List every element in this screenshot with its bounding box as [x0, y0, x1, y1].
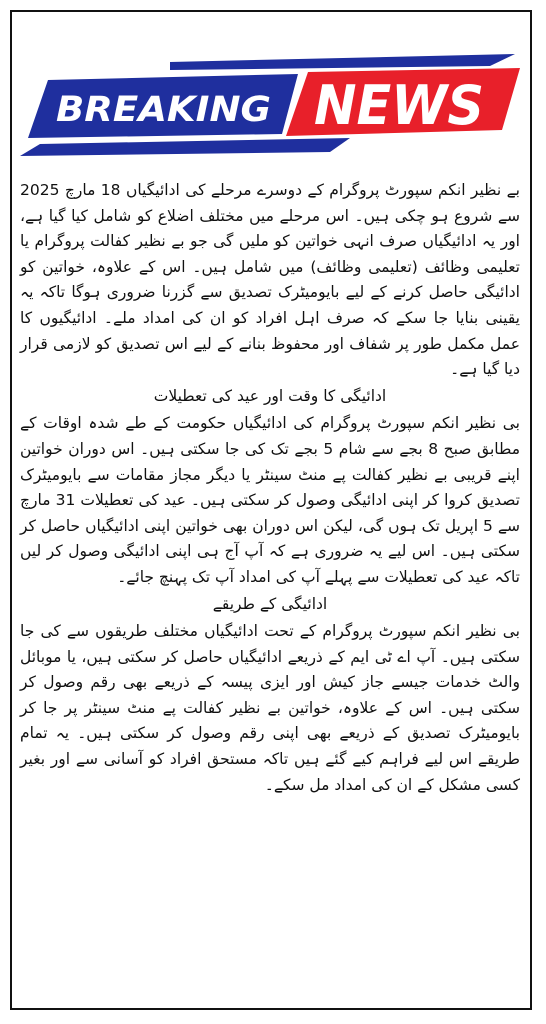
banner-news-text: NEWS: [314, 74, 484, 137]
article-paragraph-2: بی نظیر انکم سپورٹ پروگرام کی ادائیگیاں حکومت کے طے شدہ اوقات کے مطابق صبح 8 بجے سے شام 5 بجے تک کی جا سکتی ہیں۔ اس دوران خواتین اپنے قریبی بے نظیر کفالت پے منٹ سینٹر یا دیگر مجاز مقامات سے بایومیٹرک تصدیق کروا کر اپنی ادائیگی وصول کر سکتی ہیں۔ عید کی تعطیلات 31 مارچ سے 5 اپریل تک ہوں گی، لیکن اس دوران بھی خواتین اپنی ادائیگیاں حاصل کر سکتی ہیں۔ اس لیے یہ ضروری ہے کہ آپ آج ہی اپنی ادائیگی وصول کر لیں تاکہ عید کی تعطیلات سے پہلے آپ کی امداد آپ تک پہنچ جائے۔: [20, 414, 520, 586]
banner-breaking-text: BREAKING: [56, 90, 271, 130]
section-heading-payment-methods: ادائیگی کے طریقے: [212, 594, 328, 613]
article-paragraph-3: بی نظیر انکم سپورٹ پروگرام کے تحت ادائیگیاں مختلف طریقوں سے کی جا سکتی ہیں۔ آپ اے ٹی ایم کے ذریعے ادائیگیاں حاصل کر سکتی ہیں، یا موبائل والٹ خدمات جیسے جاز کیش اور ایزی پیسہ کے ذریعے بھی رقم وصول کر سکتی ہیں۔ اس کے علاوہ، خواتین بے نظیر کفالت پے منٹ سینٹر پر جا کر بایومیٹرک تصدیق کے ذریعے بھی اپنی رقم وصول کر سکتی ہیں۔ یہ تمام طریقے اس لیے فراہم کیے گئے ہیں تاکہ مستحق افراد کو آسانی سے اور بغیر کسی مشکل کے ان کی امداد مل سکے۔: [20, 622, 520, 794]
article-paragraph-1: بے نظیر انکم سپورٹ پروگرام کے دوسرے مرحلے کی ادائیگیاں 18 مارچ 2025 سے شروع ہو چکی ہیں۔ اس مرحلے میں مختلف اضلاع کو شامل کیا گیا ہے، اور یہ ادائیگیاں صرف انہی خواتین کو ملیں گی جو بے نظیر کفالت پروگرام یا تعلیمی وظائف (تعلیمی وظائف) میں شامل ہیں۔ اس کے علاوہ، خواتین کو ادائیگی حاصل کرنے کے لیے بایومیٹرک تصدیق سے گزرنا ضروری ہوگا تاکہ یہ یقینی بنایا جا سکے کہ صرف اہل افراد کو ان کی امداد ملے۔ ادائیگیوں کا عمل مکمل طور پر شفاف اور محفوظ بنانے کے لیے اس تصدیق کو لازمی قرار دیا گیا ہے۔: [20, 181, 520, 379]
breaking-news-banner: [20, 52, 525, 162]
section-heading-payment-time: ادائیگی کا وقت اور عید کی تعطیلات: [153, 386, 387, 405]
banner-top-blue-stripe: [170, 54, 515, 70]
banner-bottom-blue-stripe: [20, 138, 350, 156]
article-body: [20, 178, 520, 1018]
